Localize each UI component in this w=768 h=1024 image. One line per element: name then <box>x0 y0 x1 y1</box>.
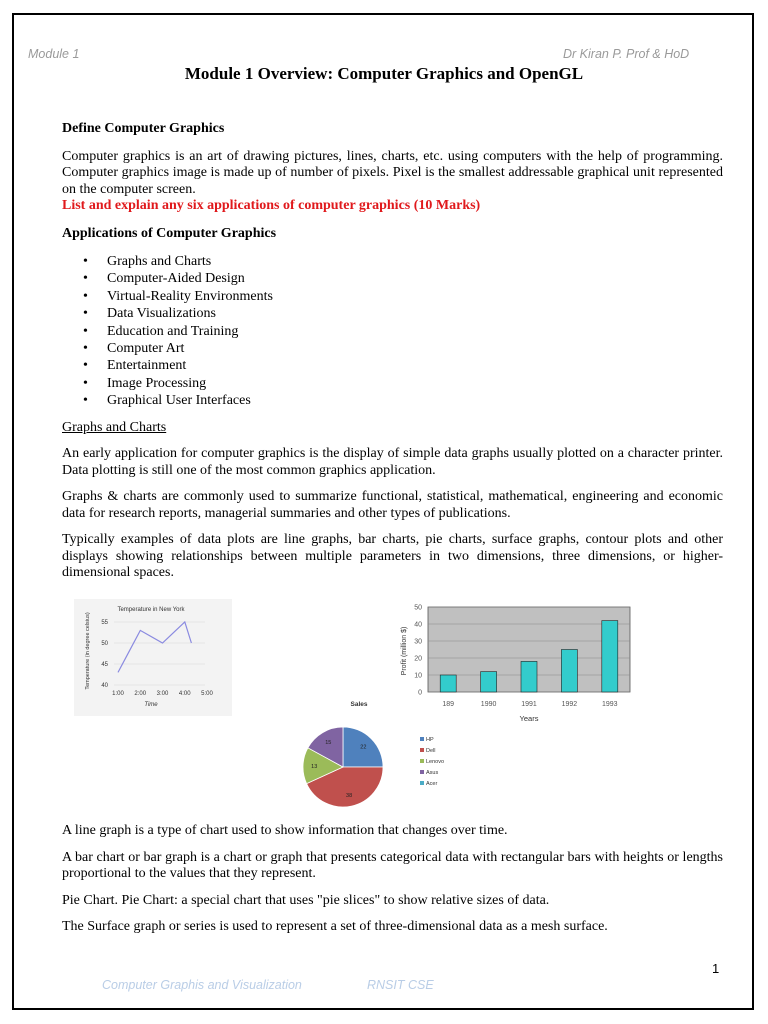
paragraph-bar-chart: A bar chart or bar graph is a chart or graph that presents categorical data with rectangular bars with heights or lengths proportional to the values that they represent. <box>62 849 723 881</box>
line-xtick-label: 1:00 <box>112 691 124 697</box>
line-chart-title: Temperature in New York <box>117 607 185 613</box>
pie-legend-label: Dell <box>426 748 436 754</box>
page-number: 1 <box>712 961 720 976</box>
pie-chart <box>290 697 460 811</box>
bar-ytick-label: 50 <box>414 604 422 612</box>
paragraph-surface: The Surface graph or series is used to represent a set of three-dimensional data as a mesh surface. <box>62 919 608 934</box>
bar <box>561 650 577 693</box>
bar-ytick-label: 20 <box>414 655 422 663</box>
line-ytick-label: 55 <box>101 620 108 626</box>
pie-value-label: 15 <box>325 740 332 747</box>
pie-legend-swatch <box>420 781 424 785</box>
list-item: • Virtual-Reality Environments <box>107 288 723 305</box>
paragraph-examples: Typically examples of data plots are line graphs, bar charts, pie charts, surface graphs, contour plots and other displays showing relationships between multiple parameters in two dimensions, three dimensions, or higher-dimensional spaces. <box>62 532 723 581</box>
bar <box>440 675 456 692</box>
line-xtick-label: 2:00 <box>134 691 147 697</box>
line-ytick-label: 45 <box>101 662 108 668</box>
paragraph-line-graph: A line graph is a type of chart used to show information that changes over time. <box>62 823 508 838</box>
header-author: Dr Kiran P. Prof & HoD <box>563 47 690 61</box>
bar-xtick-label: 1991 <box>521 701 537 708</box>
question-text: List and explain any six applications of computer graphics (10 Marks) <box>62 198 481 213</box>
footer-course: Computer Graphis and Visualization <box>102 978 302 992</box>
bar <box>481 672 497 692</box>
pie-value-label: 13 <box>311 763 318 770</box>
pie-value-label: 22 <box>360 744 367 751</box>
list-item: • Graphs and Charts <box>107 253 723 270</box>
bar-xtick-label: 189 <box>442 701 455 708</box>
bar-chart-ylabel: Profit (million $) <box>401 626 408 676</box>
bar-xtick-label: 1992 <box>561 701 578 708</box>
bottom-content <box>62 823 723 936</box>
bar-ytick-label: 10 <box>414 672 422 680</box>
paragraph-graphs-usage: Graphs & charts are commonly used to summarize functional, statistical, mathematical, engineering and economic data for research reports, managerial summaries and other types of publications. <box>62 489 723 521</box>
bar-xtick-label: 1993 <box>602 701 618 708</box>
paragraph-early-application: An early application for computer graphics is the display of simple data graphs usually plotted on a character printer. Data plotting is still one of the most common graphics application. <box>62 446 723 478</box>
list-item: • Image Processing <box>107 375 723 392</box>
graphs-subheading: Graphs and Charts <box>62 419 167 435</box>
line-chart <box>74 599 232 716</box>
list-item: • Entertainment <box>107 357 723 374</box>
main-content <box>62 121 723 582</box>
pie-value-label: 38 <box>346 793 353 800</box>
list-item: • Data Visualizations <box>107 305 723 322</box>
list-item: • Computer Art <box>107 340 723 357</box>
line-xtick-label: 3:00 <box>156 691 169 697</box>
header-module: Module 1 <box>28 47 80 61</box>
line-chart-background <box>74 599 232 716</box>
pie-legend-swatch <box>420 770 424 774</box>
page-title: Module 1 Overview: Computer Graphics and OpenGL <box>184 64 584 83</box>
pie-legend-swatch <box>420 737 424 741</box>
bar-ytick-label: 40 <box>414 621 422 629</box>
bar <box>602 621 618 692</box>
define-text: Computer graphics is an art of drawing pictures, lines, charts, etc. using computers with the help of programming. Computer graphics image is made up of number of pixels. Pixel is the smallest addressable graphical unit represented on the computer screen. <box>62 148 723 197</box>
pie-legend-swatch <box>420 748 424 752</box>
bar-chart-xlabel: Years <box>519 714 539 723</box>
define-heading: Define Computer Graphics <box>62 121 225 136</box>
pie-legend-label: Acer <box>426 781 438 787</box>
bar-xtick-label: 1990 <box>480 701 497 708</box>
line-xtick-label: 5:00 <box>201 691 213 697</box>
bar <box>521 661 537 692</box>
pie-legend-label: Asus <box>426 770 439 776</box>
bar-ytick-label: 30 <box>414 638 422 646</box>
pie-legend-label: HP <box>426 737 434 743</box>
pie-legend-label: Lenovo <box>426 759 445 765</box>
line-chart-ylabel: Temperature (in degree celsius) <box>85 612 91 690</box>
line-chart-xlabel: Time <box>144 702 158 708</box>
footer-college: RNSIT CSE <box>367 978 434 992</box>
line-ytick-label: 40 <box>101 683 108 689</box>
paragraph-pie-chart: Pie Chart. Pie Chart: a special chart that uses "pie slices" to show relative sizes of data. <box>62 892 550 908</box>
list-item: • Education and Training <box>107 323 723 340</box>
bar-ytick-label: 0 <box>418 689 422 697</box>
list-item: • Computer-Aided Design <box>107 270 723 287</box>
line-xtick-label: 4:00 <box>178 691 191 697</box>
applications-list <box>62 253 723 410</box>
line-ytick-label: 50 <box>101 641 108 647</box>
pie-chart-title: Sales <box>350 701 368 708</box>
list-item: • Graphical User Interfaces <box>107 392 723 409</box>
applications-heading: Applications of Computer Graphics <box>62 225 277 241</box>
pie-legend-swatch <box>420 759 424 763</box>
